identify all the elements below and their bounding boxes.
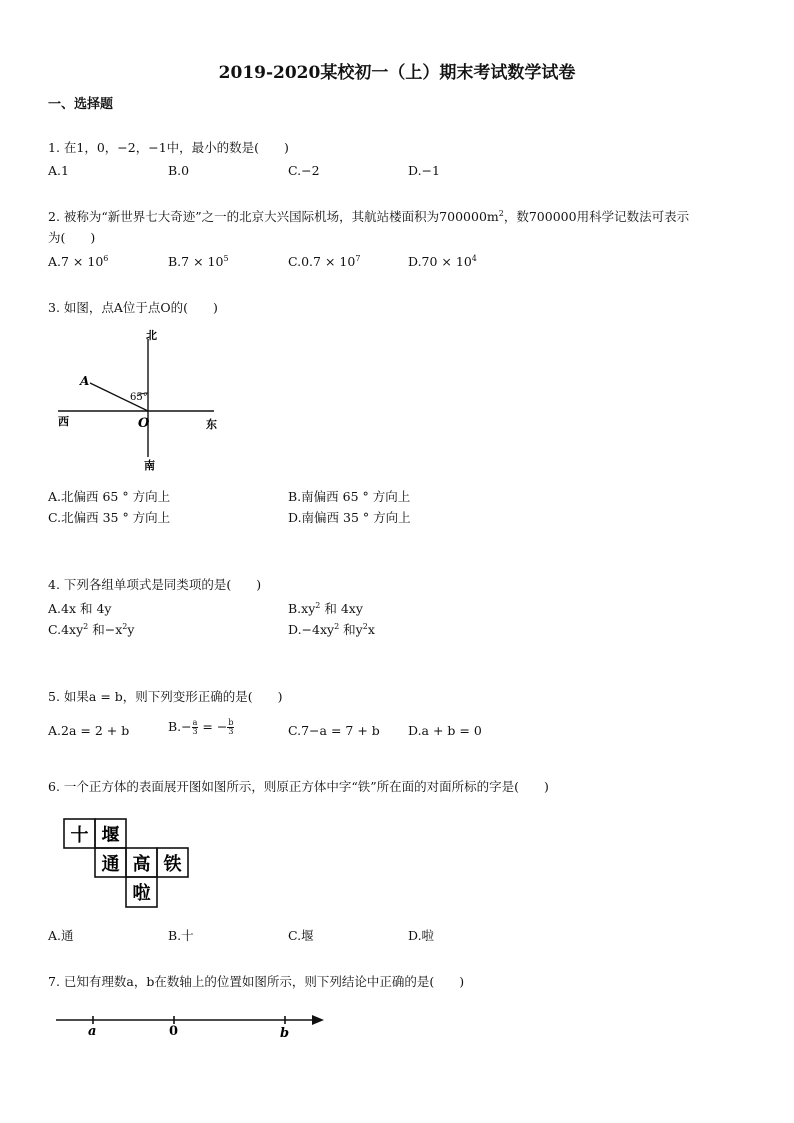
q4-option-c[interactable] bbox=[48, 621, 134, 639]
q4-d-pre: D.−4xy bbox=[288, 622, 335, 637]
q2-option-d-base: D.70 × 10 bbox=[408, 254, 472, 269]
q5-option-c[interactable]: C.7−a = 7 + b bbox=[288, 723, 380, 738]
q5-b-fraction-2 bbox=[227, 719, 234, 736]
q3-option-a[interactable]: A.北偏西 65 ° 方向上 bbox=[48, 489, 171, 504]
q4-c-post: y bbox=[127, 622, 135, 637]
q4-d-exp2: 2 bbox=[362, 621, 368, 631]
question-5-stem: 5. 如果a = b，则下列变形正确的是( ) bbox=[48, 689, 283, 704]
question-7-stem: 7. 已知有理数a，b在数轴上的位置如图所示，则下列结论中正确的是( ) bbox=[48, 974, 465, 989]
q5-b-pre: B.− bbox=[168, 719, 192, 734]
label-north: 北 bbox=[146, 329, 157, 342]
q2-stem-text: 2. 被称为“新世界七大奇迹”之一的北京大兴国际机场，其航站楼面积为700000m bbox=[48, 209, 499, 224]
compass-direction-figure bbox=[52, 325, 232, 475]
q2-option-c[interactable] bbox=[288, 253, 360, 271]
q2-option-c-base: C.0.7 × 10 bbox=[288, 254, 356, 269]
q3-option-b[interactable]: B.南偏西 65 ° 方向上 bbox=[288, 489, 411, 504]
q2-option-a[interactable] bbox=[48, 253, 108, 271]
cube-net-figure bbox=[60, 815, 200, 920]
net-cell-6: 啦 bbox=[132, 883, 151, 904]
q5-b-num2: b bbox=[228, 718, 234, 727]
q4-d-post: x bbox=[367, 622, 375, 637]
q4-option-d[interactable] bbox=[288, 621, 375, 639]
question-3-stem: 3. 如图，点A位于点O的( ) bbox=[48, 300, 218, 315]
q3-option-c[interactable]: C.北偏西 35 ° 方向上 bbox=[48, 510, 171, 525]
q6-option-a[interactable]: A.通 bbox=[48, 928, 74, 943]
number-line-figure bbox=[44, 1005, 334, 1050]
label-zero: 0 bbox=[169, 1024, 179, 1039]
q4-option-b[interactable] bbox=[288, 600, 363, 618]
label-origin-o: O bbox=[138, 416, 150, 431]
q2-option-b-exp: 5 bbox=[223, 253, 229, 263]
q6-option-b[interactable]: B.十 bbox=[168, 928, 194, 943]
page-title: 2019-2020某校初一（上）期末考试数学试卷 bbox=[218, 63, 576, 83]
question-2-stem bbox=[48, 208, 748, 226]
q2-stem-exponent: 2 bbox=[498, 208, 504, 218]
q2-stem-text-end: ，数700000用科学记数法可表示 bbox=[503, 209, 690, 224]
q4-c-pre: C.4xy bbox=[48, 622, 84, 637]
q2-option-b-base: B.7 × 10 bbox=[168, 254, 224, 269]
q5-b-eq: = − bbox=[198, 719, 228, 734]
q5-option-b[interactable] bbox=[168, 718, 234, 736]
q6-option-c[interactable]: C.堰 bbox=[288, 928, 314, 943]
q4-c-mid: 和−x bbox=[88, 622, 123, 637]
q4-d-exp1: 2 bbox=[334, 621, 340, 631]
q5-b-num1: a bbox=[192, 718, 198, 727]
label-b: b bbox=[280, 1026, 290, 1041]
q5-b-den1: 3 bbox=[192, 727, 198, 736]
label-west: 西 bbox=[58, 415, 69, 428]
q2-option-d-exp: 4 bbox=[471, 253, 477, 263]
section-heading: 一、选择题 bbox=[48, 97, 114, 112]
q5-option-d[interactable]: D.a + b = 0 bbox=[408, 723, 482, 738]
q2-option-a-exp: 6 bbox=[103, 253, 109, 263]
q5-b-den2: 3 bbox=[228, 727, 234, 736]
q4-b-post: 和 4xy bbox=[320, 601, 363, 616]
label-angle: 65° bbox=[130, 392, 148, 403]
q4-b-exp: 2 bbox=[315, 600, 321, 610]
q2-option-d[interactable] bbox=[408, 253, 477, 271]
net-cell-4: 高 bbox=[132, 854, 151, 875]
label-a: a bbox=[88, 1024, 97, 1039]
question-2-stem-line2: 为( ) bbox=[48, 230, 96, 245]
q2-option-b[interactable] bbox=[168, 253, 229, 271]
net-cell-1: 十 bbox=[70, 825, 89, 846]
question-4-stem: 4. 下列各组单项式是同类项的是( ) bbox=[48, 577, 262, 592]
q3-option-d[interactable]: D.南偏西 35 ° 方向上 bbox=[288, 510, 411, 525]
q1-option-a[interactable]: A.1 bbox=[48, 163, 69, 178]
label-south: 南 bbox=[144, 459, 155, 472]
q4-option-a[interactable]: A.4x 和 4y bbox=[48, 601, 112, 616]
q5-option-a[interactable]: A.2a = 2 + b bbox=[48, 723, 130, 738]
net-cell-5: 铁 bbox=[163, 854, 182, 875]
q4-c-exp1: 2 bbox=[83, 621, 89, 631]
q4-c-exp2: 2 bbox=[122, 621, 128, 631]
net-cell-3: 通 bbox=[101, 854, 120, 875]
net-cell-2: 堰 bbox=[101, 825, 120, 846]
q4-b-pre: B.xy bbox=[288, 601, 316, 616]
q6-option-d[interactable]: D.啦 bbox=[408, 928, 435, 943]
label-east: 东 bbox=[206, 418, 217, 431]
label-point-a: A bbox=[80, 374, 90, 388]
q1-option-b[interactable]: B.0 bbox=[168, 163, 190, 178]
question-1-stem: 1. 在1，0，−2，−1中，最小的数是( ) bbox=[48, 140, 289, 155]
number-line-arrow bbox=[312, 1015, 324, 1025]
q1-option-c[interactable]: C.−2 bbox=[288, 163, 320, 178]
q4-d-mid: 和y bbox=[339, 622, 363, 637]
q1-option-d[interactable]: D.−1 bbox=[408, 163, 440, 178]
q2-option-c-exp: 7 bbox=[355, 253, 361, 263]
question-6-stem: 6. 一个正方体的表面展开图如图所示，则原正方体中字“铁”所在面的对面所标的字是( ) bbox=[48, 779, 549, 794]
q2-option-a-base: A.7 × 10 bbox=[48, 254, 104, 269]
